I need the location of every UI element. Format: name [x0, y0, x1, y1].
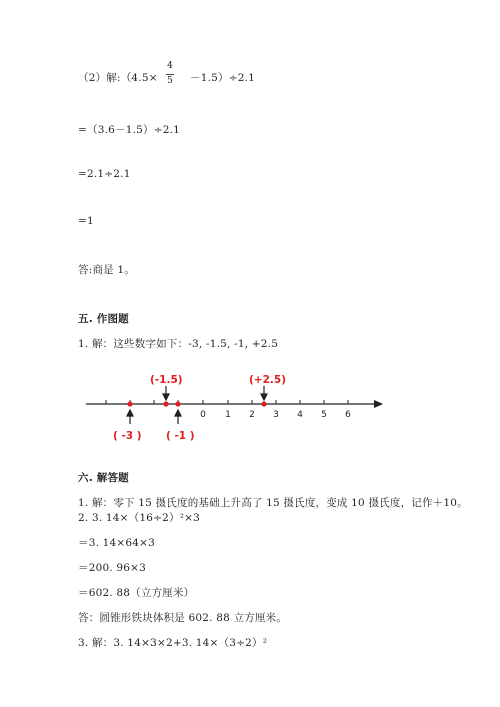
tick-label-6: 6	[345, 410, 351, 420]
label-minus-1: ( -1 )	[166, 430, 195, 442]
calc-line-1: ＝3. 14×64×3	[78, 537, 156, 549]
answer-volume: 答：圆锥形铁块体积是 602. 88 立方厘米。	[78, 612, 288, 624]
fraction-denominator: 5	[167, 76, 173, 86]
point-minus-3	[127, 401, 132, 406]
tick-label-3: 3	[273, 410, 279, 420]
section-6-question-1: 1. 解：零下 15 摄氏度的基础上升高了 15 摄氏度，变成 10 摄氏度，记作＋10。	[78, 497, 468, 509]
equation-line-4: =1	[78, 215, 94, 227]
number-line-ticks	[106, 400, 348, 404]
equation-line-1-suffix: －1.5）÷2.1	[190, 72, 255, 84]
tick-label-1: 1	[225, 410, 231, 420]
tick-label-0: 0	[200, 410, 206, 420]
calc-line-3: ＝602. 88（立方厘米）	[78, 587, 195, 599]
section-6-heading: 六. 解答题	[78, 472, 129, 484]
calc-line-2: ＝200. 96×3	[78, 562, 147, 574]
number-line-arrowhead	[374, 400, 383, 408]
fraction-bar	[166, 74, 174, 75]
equation-line-1-prefix: （2）解:（4.5×	[78, 72, 158, 84]
arrow-down-icon	[163, 394, 169, 400]
point-minus-1-5	[163, 401, 168, 406]
tick-label-2: 2	[249, 410, 255, 420]
section-6-question-2: 2. 3. 14×（16÷2）²×3	[78, 512, 200, 524]
equation-line-2: =（3.6－1.5）÷2.1	[78, 124, 180, 136]
tick-label-5: 5	[321, 410, 327, 420]
tick-label-4: 4	[297, 410, 303, 420]
label-minus-3: ( -3 )	[113, 430, 142, 442]
number-line-figure	[0, 360, 500, 460]
section-5-heading: 五. 作图题	[78, 313, 129, 325]
label-minus-1-5: (-1.5)	[150, 374, 183, 386]
fraction-numerator: 4	[167, 61, 173, 71]
point-minus-1	[175, 401, 180, 406]
label-plus-2-5: (+2.5)	[249, 374, 286, 386]
arrow-up-icon	[127, 410, 133, 416]
answer-line: 答:商是 1。	[78, 264, 135, 276]
section-6-question-3: 3. 解：3. 14×3×2+3. 14×（3÷2）²	[78, 637, 268, 649]
arrow-down-icon	[261, 394, 267, 400]
equation-line-3: =2.1÷2.1	[78, 168, 131, 180]
section-5-question-1: 1. 解：这些数字如下：-3, -1.5, -1, +2.5	[78, 338, 279, 350]
arrow-up-icon	[175, 410, 181, 416]
point-plus-2-5	[261, 401, 266, 406]
